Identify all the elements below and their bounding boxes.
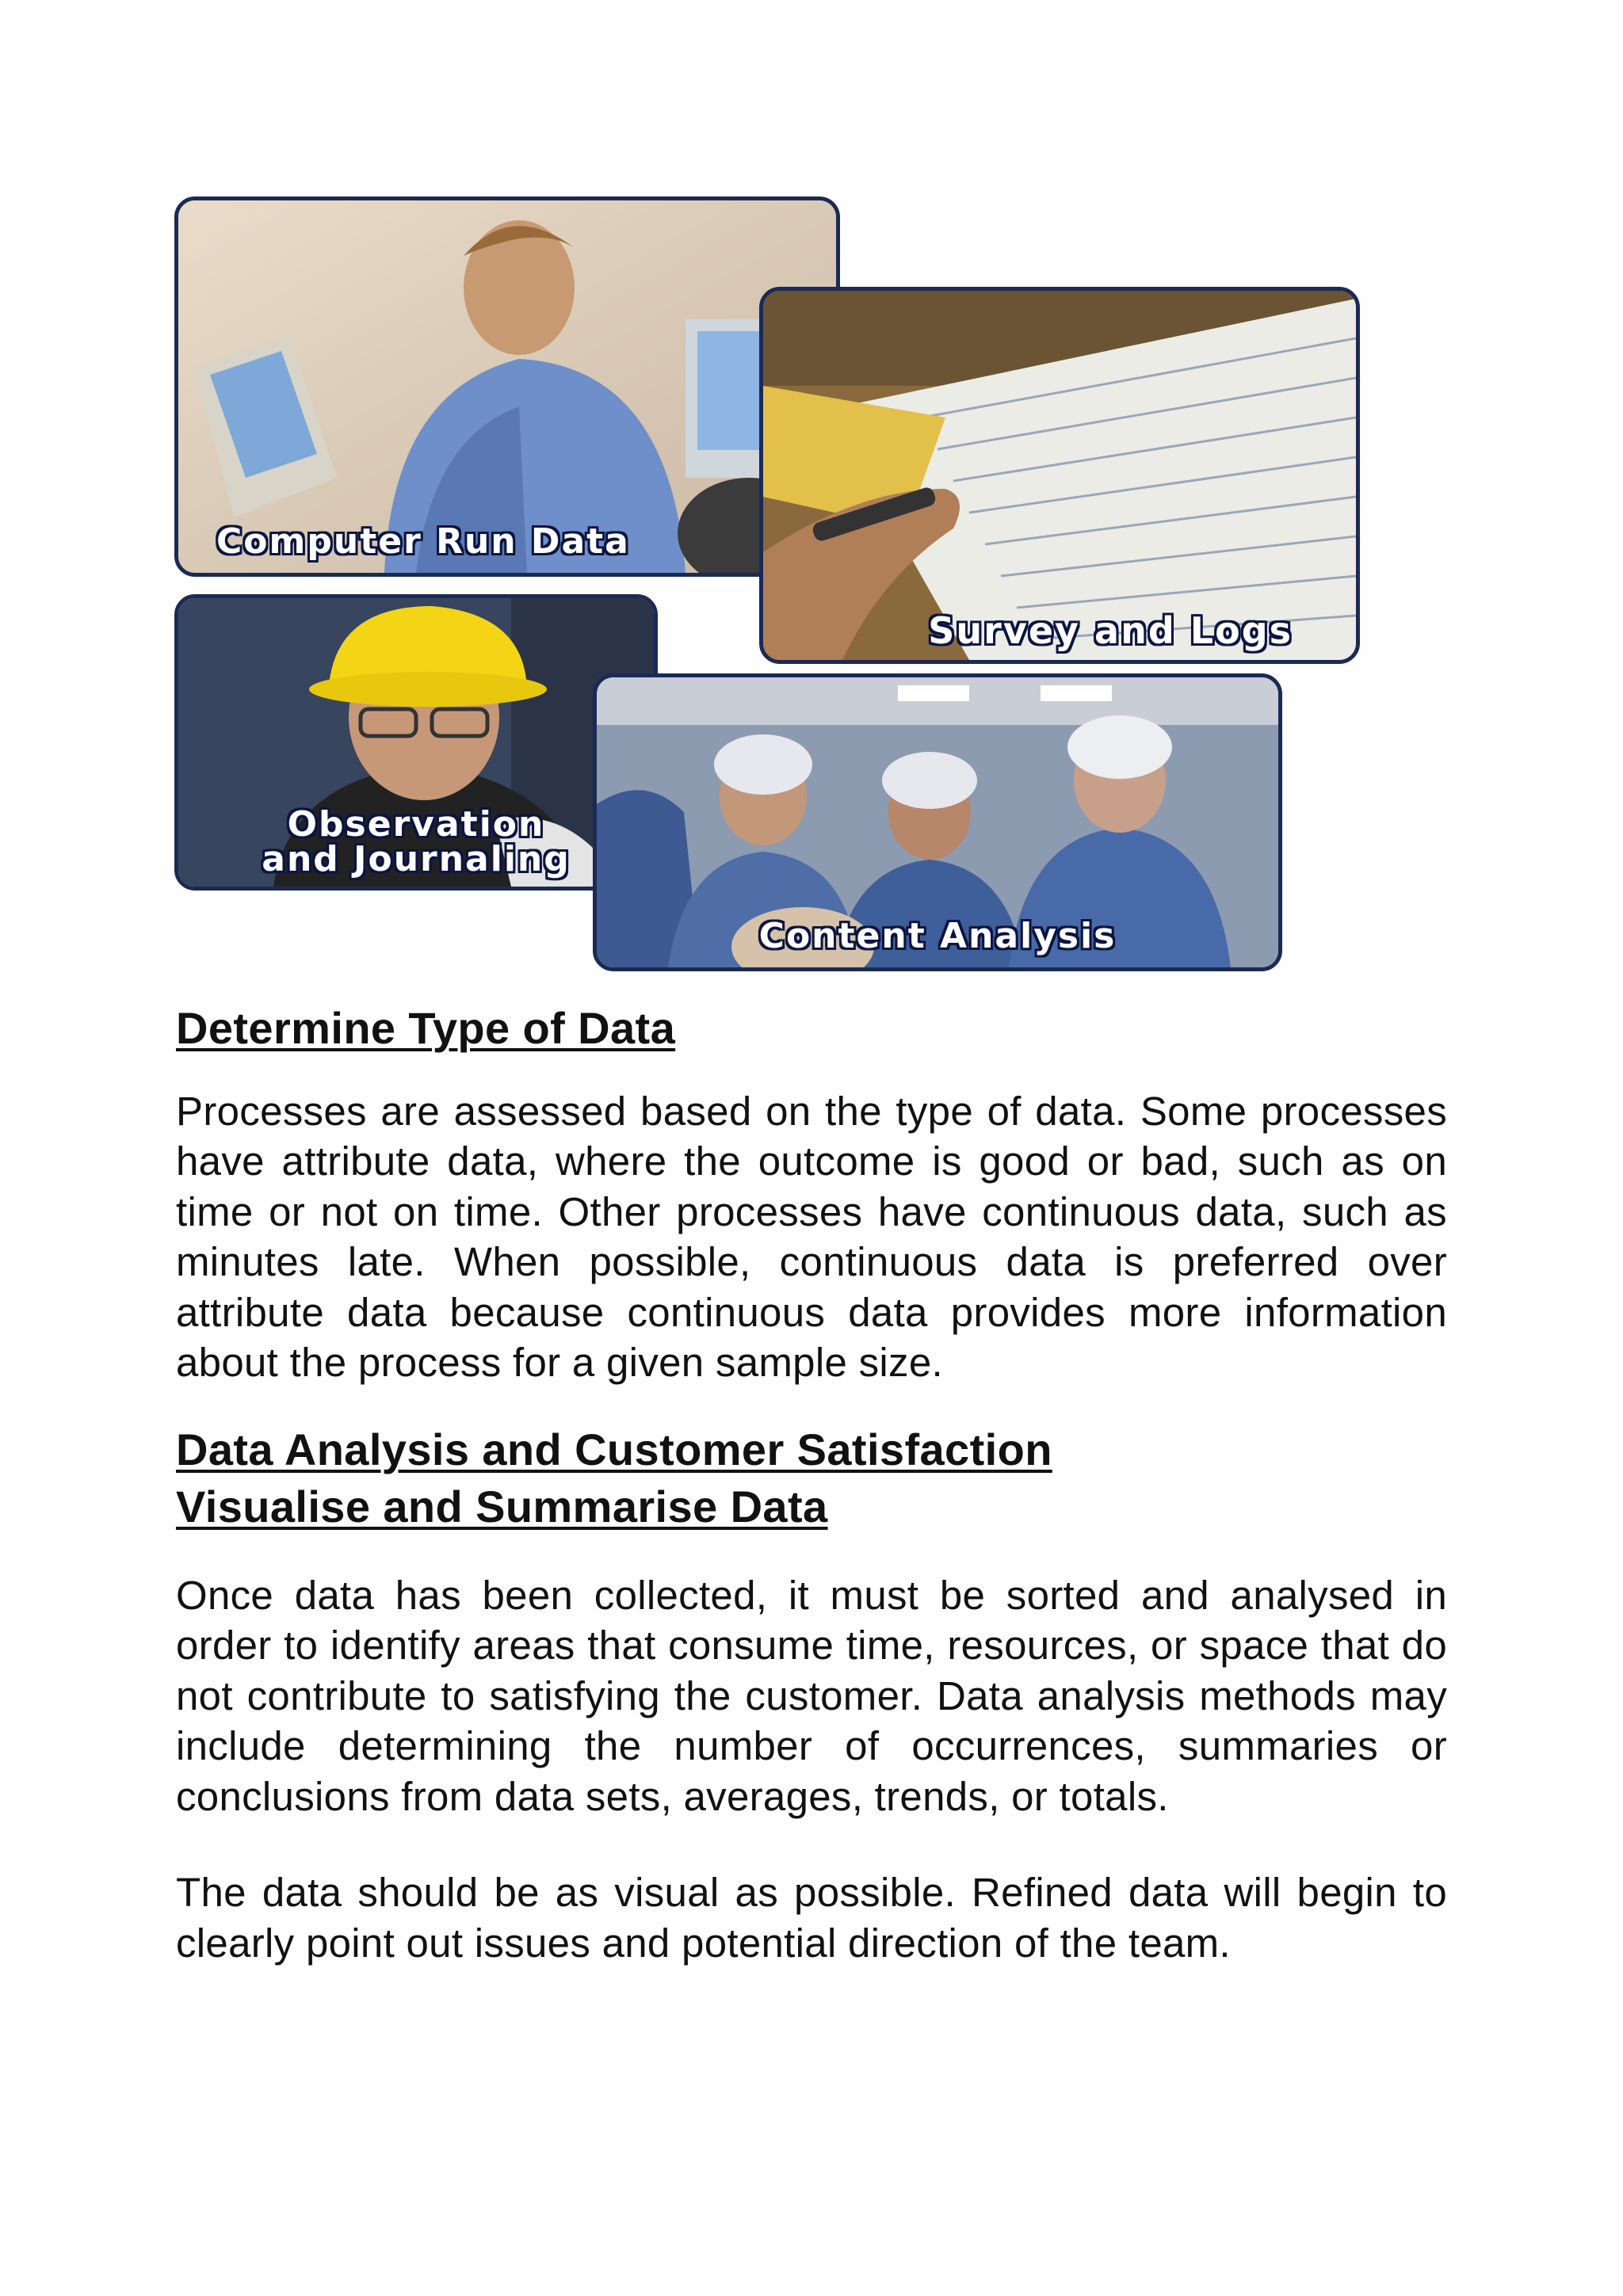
computer-run-data-photo: [174, 196, 840, 577]
computer-run-data-illustration: [178, 200, 836, 573]
visual-data-paragraph: The data should be as visual as possible. Refined data will begin to clearly point out issues and potential direction of the team.: [176, 1870, 1447, 1966]
observation-and-journaling-caption: [178, 804, 654, 879]
data-collection-collage: [0, 0, 1623, 974]
content-analysis-photo: [593, 673, 1282, 971]
content-analysis-caption: Content Analysis: [758, 916, 1117, 956]
computer-run-data-caption: Computer Run Data: [216, 521, 630, 562]
document-body: [176, 1000, 1447, 1968]
data-analysis-heading: Data Analysis and Customer Satisfaction: [176, 1424, 1052, 1474]
observation-and-journaling-photo: [174, 594, 658, 891]
data-analysis-paragraph: Once data has been collected, it must be sorted and analysed in order to identify areas that consume time, resources, or space that do not contribute to satisfying the customer. Data analysis methods may include determining the number of occurrences, summaries or conclusions from data sets, averages, trends, or totals.: [176, 1572, 1447, 1819]
visualise-summarise-heading: Visualise and Summarise Data: [176, 1481, 828, 1531]
survey-and-logs-photo: [759, 287, 1360, 664]
observation-caption-line2: and Journaling: [262, 839, 571, 879]
data-analysis-heading-block: [176, 1421, 1447, 1535]
survey-and-logs-illustration: [763, 291, 1356, 660]
determine-type-of-data-heading: Determine Type of Data: [176, 1003, 676, 1053]
determine-type-of-data-paragraph: Processes are assessed based on the type of data. Some processes have attribute data, where the outcome is good or bad, such as on time or not on time. Other processes have continuous data, such as minutes late. When possible, continuous data is preferred over attribute data because continuous data provides more information about the process for a given sample size.: [176, 1088, 1447, 1386]
observation-caption-line1: Observation: [287, 804, 545, 845]
survey-and-logs-caption: Survey and Logs: [928, 609, 1293, 652]
